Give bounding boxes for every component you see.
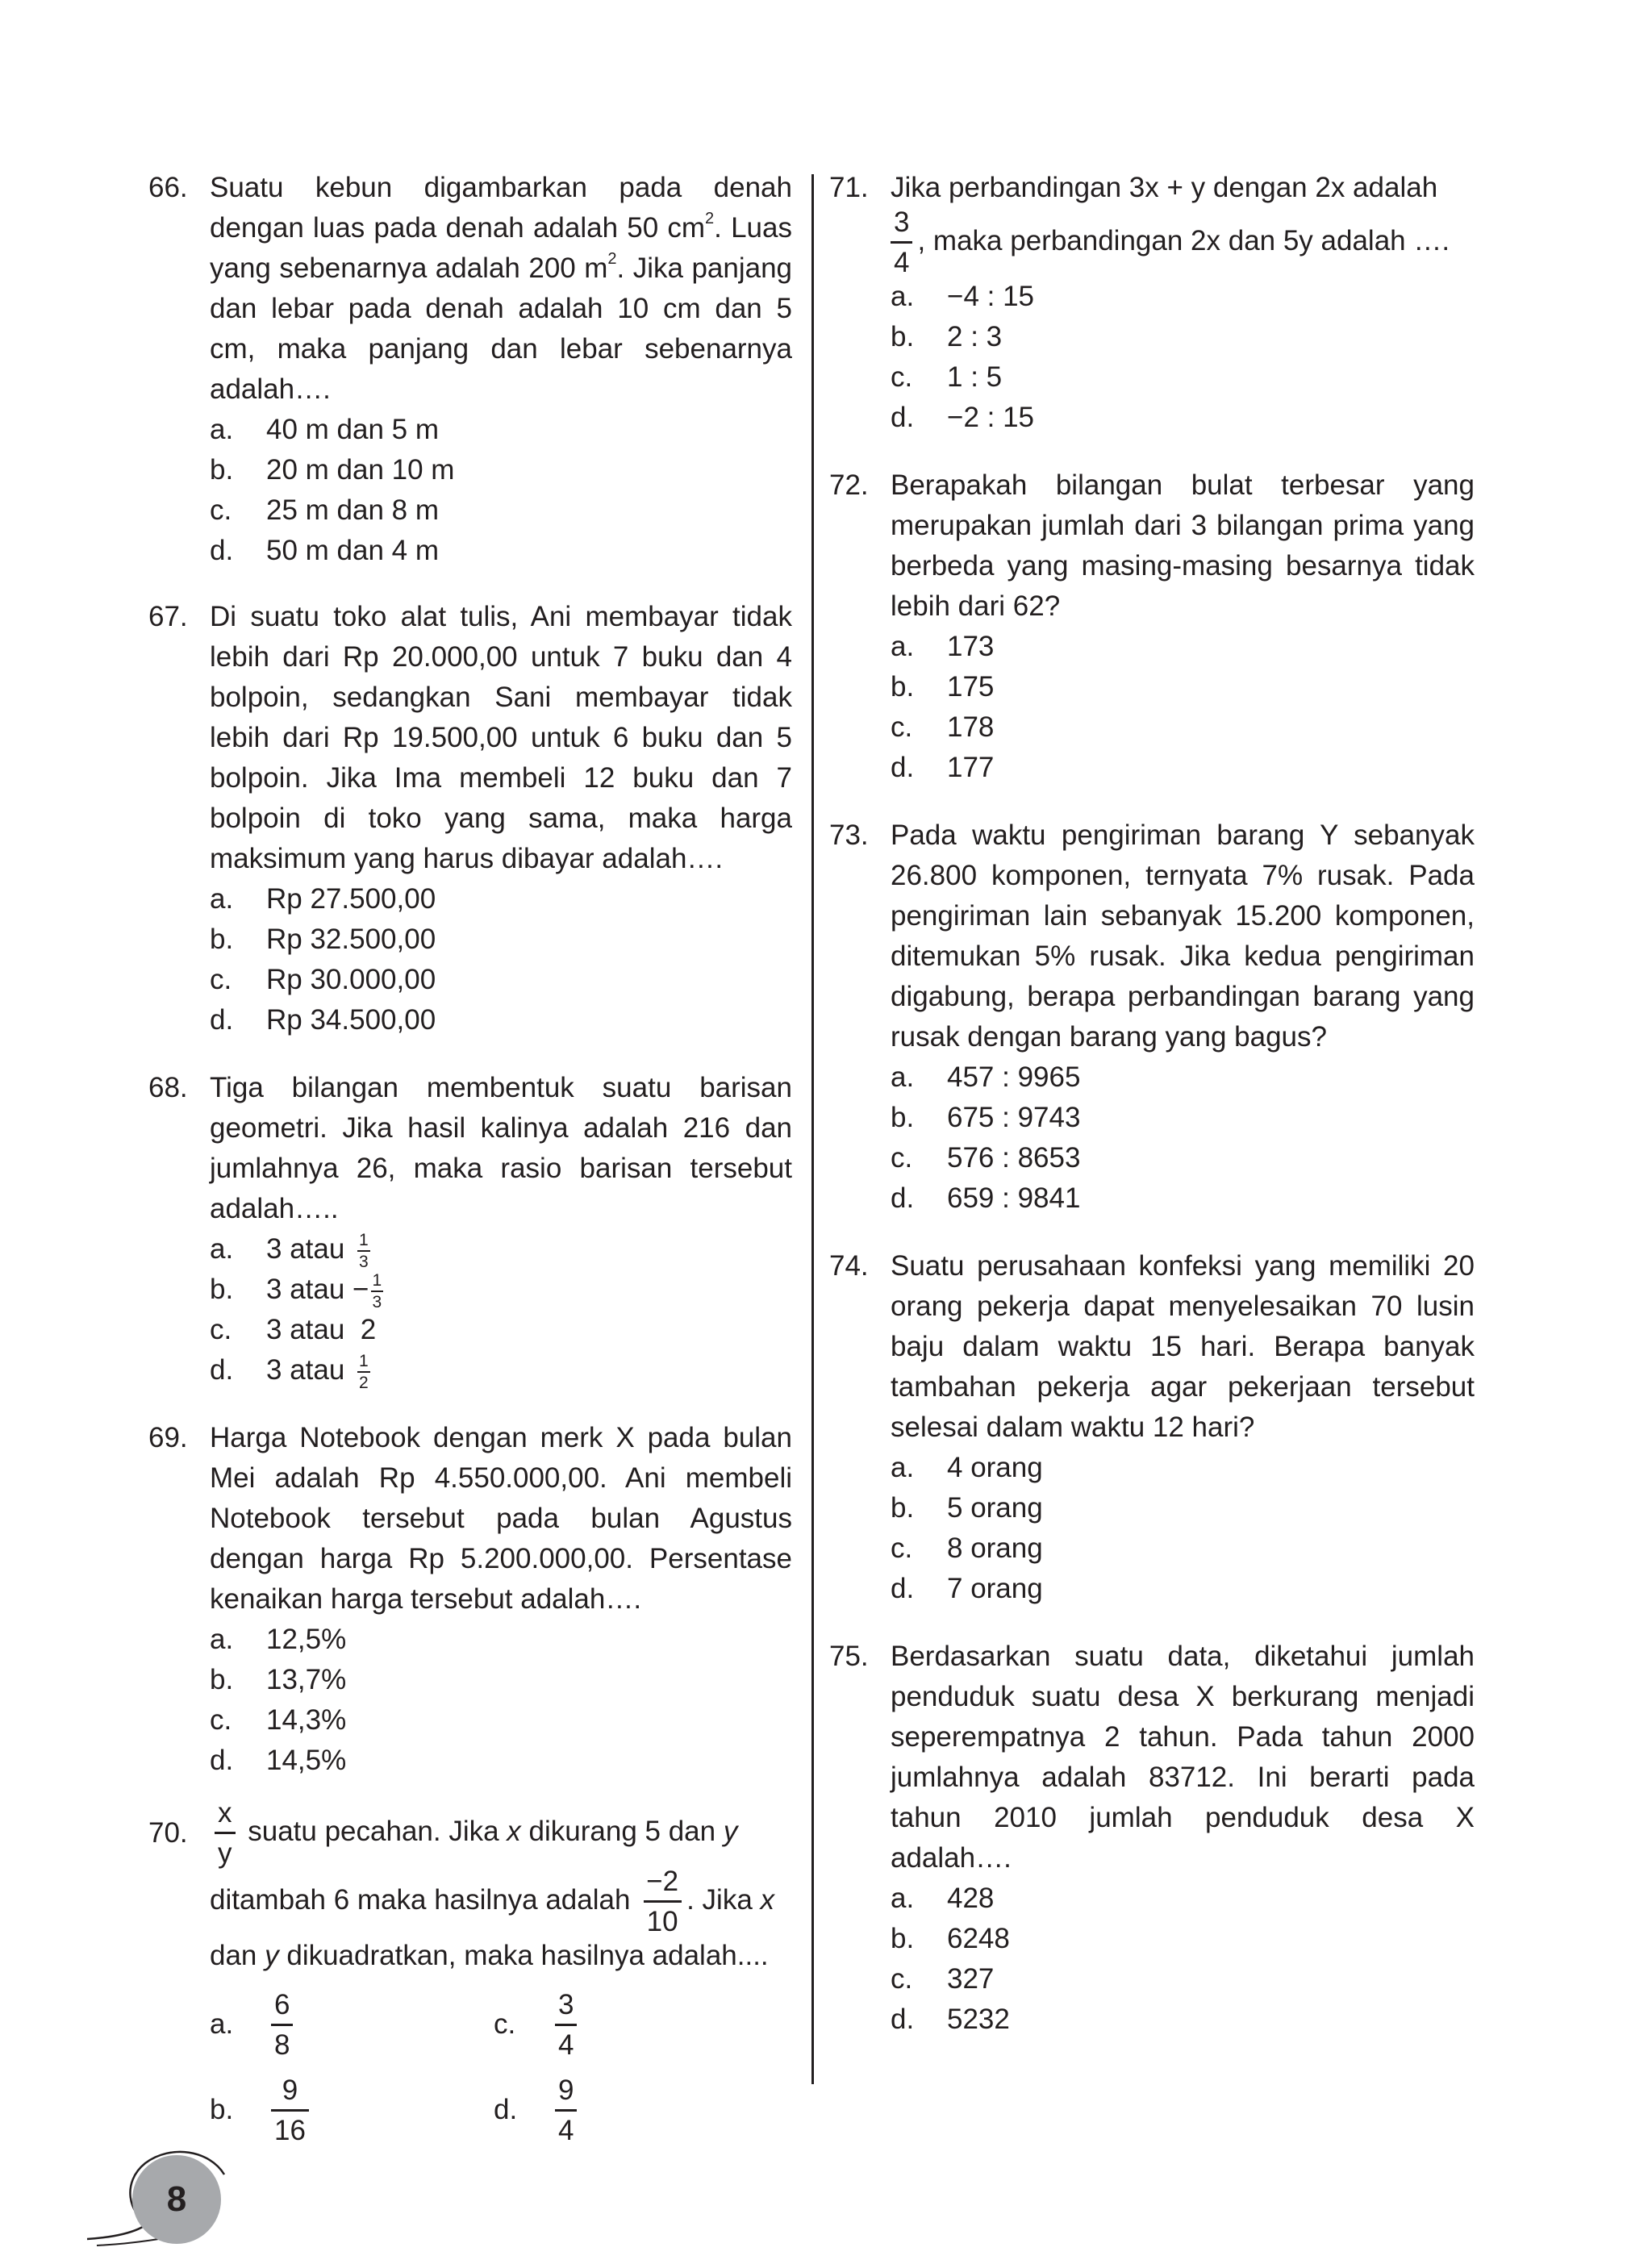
option-c[interactable]: c. $\frac{3}{4}$	[494, 1984, 736, 2065]
page-number: 8	[132, 2155, 221, 2244]
option-c[interactable]: c. 178	[891, 711, 995, 743]
option-c[interactable]: c. 14,3%	[210, 1704, 347, 1736]
option-c[interactable]: c. 1 : 5	[891, 361, 1003, 393]
question-number: 66.	[148, 172, 188, 203]
question-number: 75.	[829, 1641, 869, 1672]
column-divider	[811, 174, 814, 2084]
question-line-3: dan y dikuadratkan, maka hasilnya adalah....	[210, 1940, 769, 1971]
question-67	[148, 597, 792, 1040]
options-list	[891, 1057, 1475, 1219]
option-c[interactable]: c. 3 atau 2	[210, 1314, 377, 1345]
fraction-minus2-over-10: $\frac{-2}{10}$	[643, 1867, 682, 1936]
option-d[interactable]: d. $\frac{9}{4}$	[494, 2070, 736, 2150]
question-text: Harga Notebook dengan merk X pada bulan Mei adalah Rp 4.550.000,00. Ani membeli Notebook tersebut pada bulan Agustus dengan harga Rp 5.200.000,00. Persentase kenaikan harga tersebut adalah….	[210, 1422, 792, 1615]
fraction: $\frac{1}{3}$	[372, 1270, 382, 1311]
question-number: 67.	[148, 601, 188, 632]
options-list	[210, 1620, 792, 1781]
fraction: $\frac{6}{8}$	[271, 1991, 293, 2059]
option-a[interactable]: a. 4 orang	[891, 1452, 1043, 1483]
option-d[interactable]: d. 3 atau $\frac{1}{2}$	[210, 1351, 369, 1392]
question-66	[148, 168, 792, 571]
option-a[interactable]: a. 428	[891, 1883, 995, 1914]
question-72	[829, 465, 1475, 788]
option-b[interactable]: b. 6248	[891, 1923, 1010, 1954]
question-70	[148, 1799, 792, 2150]
option-b[interactable]: b. 5 orang	[891, 1492, 1043, 1524]
fraction: $\frac{3}{4}$	[555, 1991, 577, 2059]
option-b[interactable]: b. 3 atau − $\frac{1}{3}$	[210, 1270, 382, 1311]
option-a[interactable]: a. 40 m dan 5 m	[210, 414, 439, 445]
question-text: Suatu perusahaan konfeksi yang memiliki 20 orang pekerja dapat menyelesaikan 70 lusin baju dalam waktu 15 hari. Berapa banyak tambahan pekerja agar pekerjaan tersebut selesai dalam waktu 12 hari?	[891, 1250, 1475, 1443]
option-c[interactable]: c. 327	[891, 1963, 995, 1995]
question-number: 69.	[148, 1422, 188, 1453]
option-a[interactable]: a. 173	[891, 631, 995, 662]
fraction: $\frac{9}{16}$	[271, 2076, 309, 2145]
option-a[interactable]: a. $\frac{6}{8}$	[210, 1984, 494, 2065]
options-list	[891, 277, 1475, 438]
question-75	[829, 1637, 1475, 2040]
question-number: 72.	[829, 469, 869, 501]
option-d[interactable]: d. Rp 34.500,00	[210, 1004, 436, 1036]
option-a[interactable]: a. 12,5%	[210, 1624, 347, 1655]
question-text: Berapakah bilangan bulat terbesar yang merupakan jumlah dari 3 bilangan prima yang berbeda yang masing-masing besarnya tidak lebih dari 62?	[891, 469, 1475, 622]
option-c[interactable]: c. Rp 30.000,00	[210, 964, 436, 995]
option-d[interactable]: d. 177	[891, 752, 995, 783]
fraction-x-over-y: $\frac{x}{y}$	[215, 1799, 236, 1867]
options-list	[891, 1448, 1475, 1609]
option-b[interactable]: b. 13,7%	[210, 1664, 347, 1695]
options-list	[210, 1229, 792, 1391]
fraction: $\frac{1}{2}$	[359, 1351, 369, 1392]
left-column	[148, 168, 792, 2178]
option-a[interactable]: a. 3 atau $\frac{1}{3}$	[210, 1230, 369, 1271]
option-d[interactable]: d. 5232	[891, 2004, 1010, 2035]
options-list	[891, 627, 1475, 788]
option-b[interactable]: b. 175	[891, 671, 995, 703]
question-number: 74.	[829, 1250, 869, 1282]
option-c[interactable]: c. 8 orang	[891, 1532, 1043, 1564]
right-column	[829, 168, 1475, 2067]
question-74	[829, 1246, 1475, 1609]
question-71	[829, 168, 1475, 438]
option-b[interactable]: b. Rp 32.500,00	[210, 924, 436, 955]
question-number: 68.	[148, 1072, 188, 1103]
question-number: 71.	[829, 172, 869, 203]
question-text: Pada waktu pengiriman barang Y sebanyak 26.800 komponen, ternyata 7% rusak. Pada pengiriman lain sebanyak 15.200 komponen, ditemukan 5% rusak. Jika kedua pengiriman digabung, berapa perbandingan barang yang rusak dengan barang yang bagus?	[891, 819, 1475, 1053]
option-a[interactable]: a. −4 : 15	[891, 281, 1035, 312]
option-a[interactable]: a. Rp 27.500,00	[210, 883, 436, 915]
minus-sign: −	[353, 1274, 369, 1305]
fraction: $\frac{9}{4}$	[555, 2076, 577, 2145]
question-number: 73.	[829, 819, 869, 851]
option-d[interactable]: d. 14,5%	[210, 1745, 347, 1776]
question-text: Berdasarkan suatu data, diketahui jumlah penduduk suatu desa X berkurang menjadi seperempatnya 2 tahun. Pada tahun 2000 jumlahnya adalah 83712. Ini berarti pada tahun 2010 jumlah penduduk desa X adalah….	[891, 1641, 1475, 1874]
option-d[interactable]: d. 50 m dan 4 m	[210, 535, 439, 566]
question-73	[829, 815, 1475, 1219]
fraction-3-over-4: $\frac{3}{4}$	[891, 208, 912, 277]
option-a[interactable]: a. 457 : 9965	[891, 1061, 1081, 1093]
option-d[interactable]: d. 659 : 9841	[891, 1182, 1081, 1214]
options-grid	[210, 1984, 792, 2150]
option-c[interactable]: c. 576 : 8653	[891, 1142, 1081, 1174]
option-d[interactable]: d. −2 : 15	[891, 402, 1035, 433]
option-b[interactable]: b. 20 m dan 10 m	[210, 454, 455, 486]
option-b[interactable]: b. 675 : 9743	[891, 1102, 1081, 1133]
option-b[interactable]: b. $\frac{9}{16}$	[210, 2070, 494, 2150]
question-text: Jika perbandingan 3x + y dengan 2x adalah $\frac{3}{4}$ , maka perbandingan 2x dan 5y adalah ….	[891, 172, 1450, 278]
question-text: Suatu kebun digambarkan pada denah dengan luas pada denah adalah 50 $cm^2$. Luas yang sebenarnya adalah 200 $m^2$. Jika panjang dan lebar pada denah adalah 10 cm dan 5 cm, maka panjang dan lebar sebenarnya adalah….	[210, 172, 793, 405]
fraction: $\frac{1}{3}$	[359, 1230, 369, 1271]
question-line-1: $\frac{x}{y}$ suatu pecahan. Jika x dikurang 5 dan y	[210, 1799, 792, 1867]
option-d[interactable]: d. 7 orang	[891, 1573, 1043, 1604]
options-list	[210, 410, 792, 571]
question-text: Tiga bilangan membentuk suatu barisan geometri. Jika hasil kalinya adalah 216 dan jumlahnya 26, maka rasio barisan tersebut adalah…..	[210, 1072, 792, 1224]
question-68	[148, 1068, 792, 1391]
option-c[interactable]: c. 25 m dan 8 m	[210, 494, 439, 526]
question-number: 70.	[148, 1817, 188, 1849]
options-list	[210, 879, 792, 1040]
option-b[interactable]: b. 2 : 3	[891, 321, 1003, 352]
options-list	[891, 1878, 1475, 2040]
question-line-2: ditambah 6 maka hasilnya adalah $\frac{-2}{10}$ . Jika x	[210, 1866, 775, 1937]
question-text: Di suatu toko alat tulis, Ani membayar tidak lebih dari Rp 20.000,00 untuk 7 buku dan 4 bolpoin, sedangkan Sani membayar tidak lebih dari Rp 19.500,00 untuk 6 buku dan 5 bolpoin. Jika Ima membeli 12 buku dan 7 bolpoin di toko yang sama, maka harga maksimum yang harus dibayar adalah….	[210, 601, 792, 874]
question-69	[148, 1418, 792, 1781]
